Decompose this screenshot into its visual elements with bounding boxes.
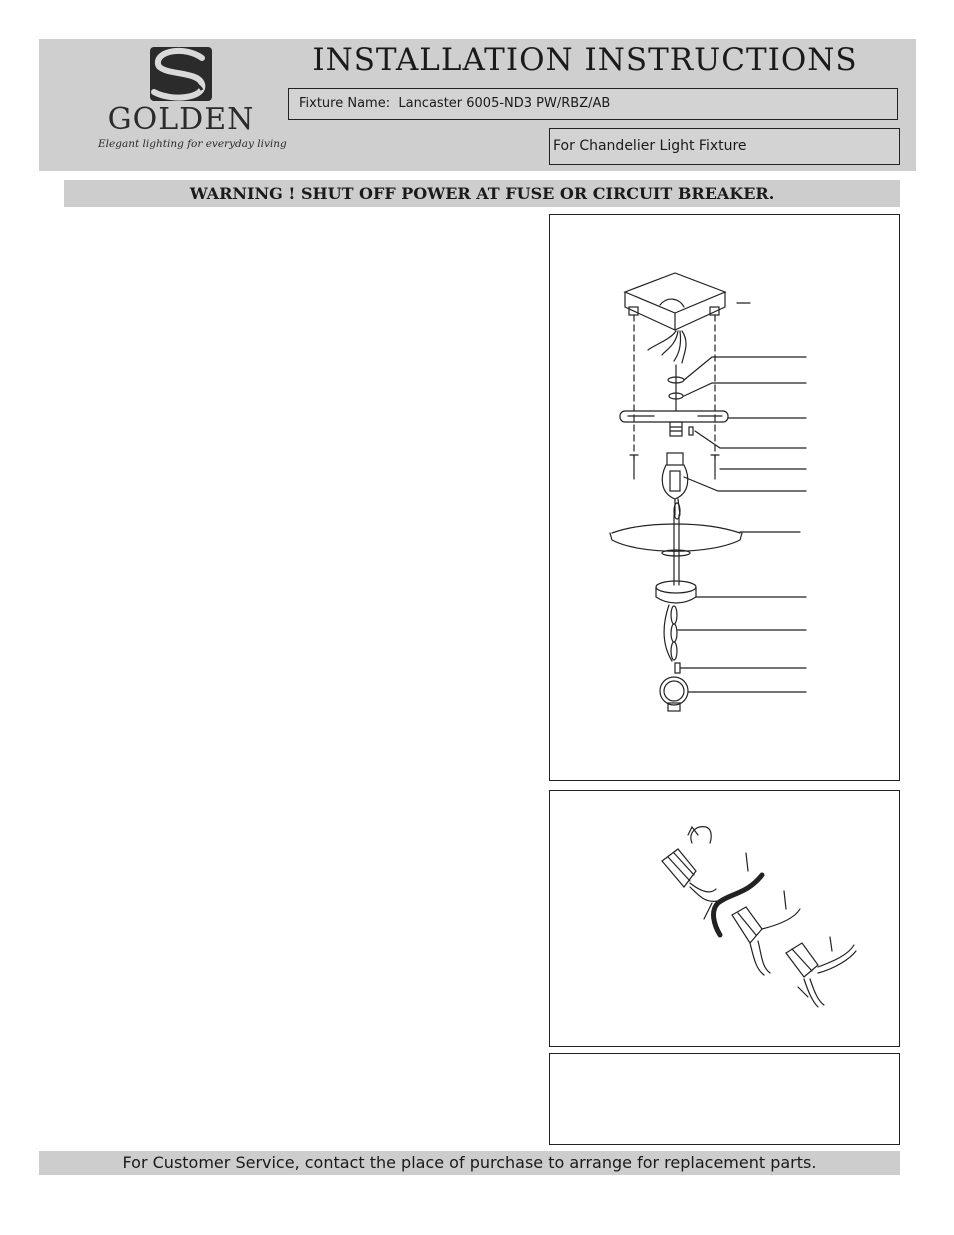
- brand-name: GOLDEN: [107, 102, 255, 137]
- exploded-fixture-diagram-icon: [550, 215, 901, 782]
- page-title: INSTALLATION INSTRUCTIONS: [312, 42, 858, 78]
- warning-banner: WARNING ! SHUT OFF POWER AT FUSE OR CIRCUIT BREAKER.: [64, 180, 900, 207]
- brand-tagline: Elegant lighting for everyday living: [98, 138, 287, 150]
- exploded-diagram-panel: [549, 214, 900, 781]
- customer-service-footer: For Customer Service, contact the place of purchase to arrange for replacement parts.: [39, 1151, 900, 1175]
- notes-panel: [549, 1053, 900, 1145]
- wire-connection-panel: [549, 790, 900, 1047]
- fixture-type-field: For Chandelier Light Fixture: [549, 128, 900, 165]
- wire-nut-connection-diagram-icon: [550, 791, 901, 1048]
- fixture-name-field: Fixture Name: Lancaster 6005-ND3 PW/RBZ/AB: [288, 88, 898, 120]
- golden-logo: [98, 44, 287, 159]
